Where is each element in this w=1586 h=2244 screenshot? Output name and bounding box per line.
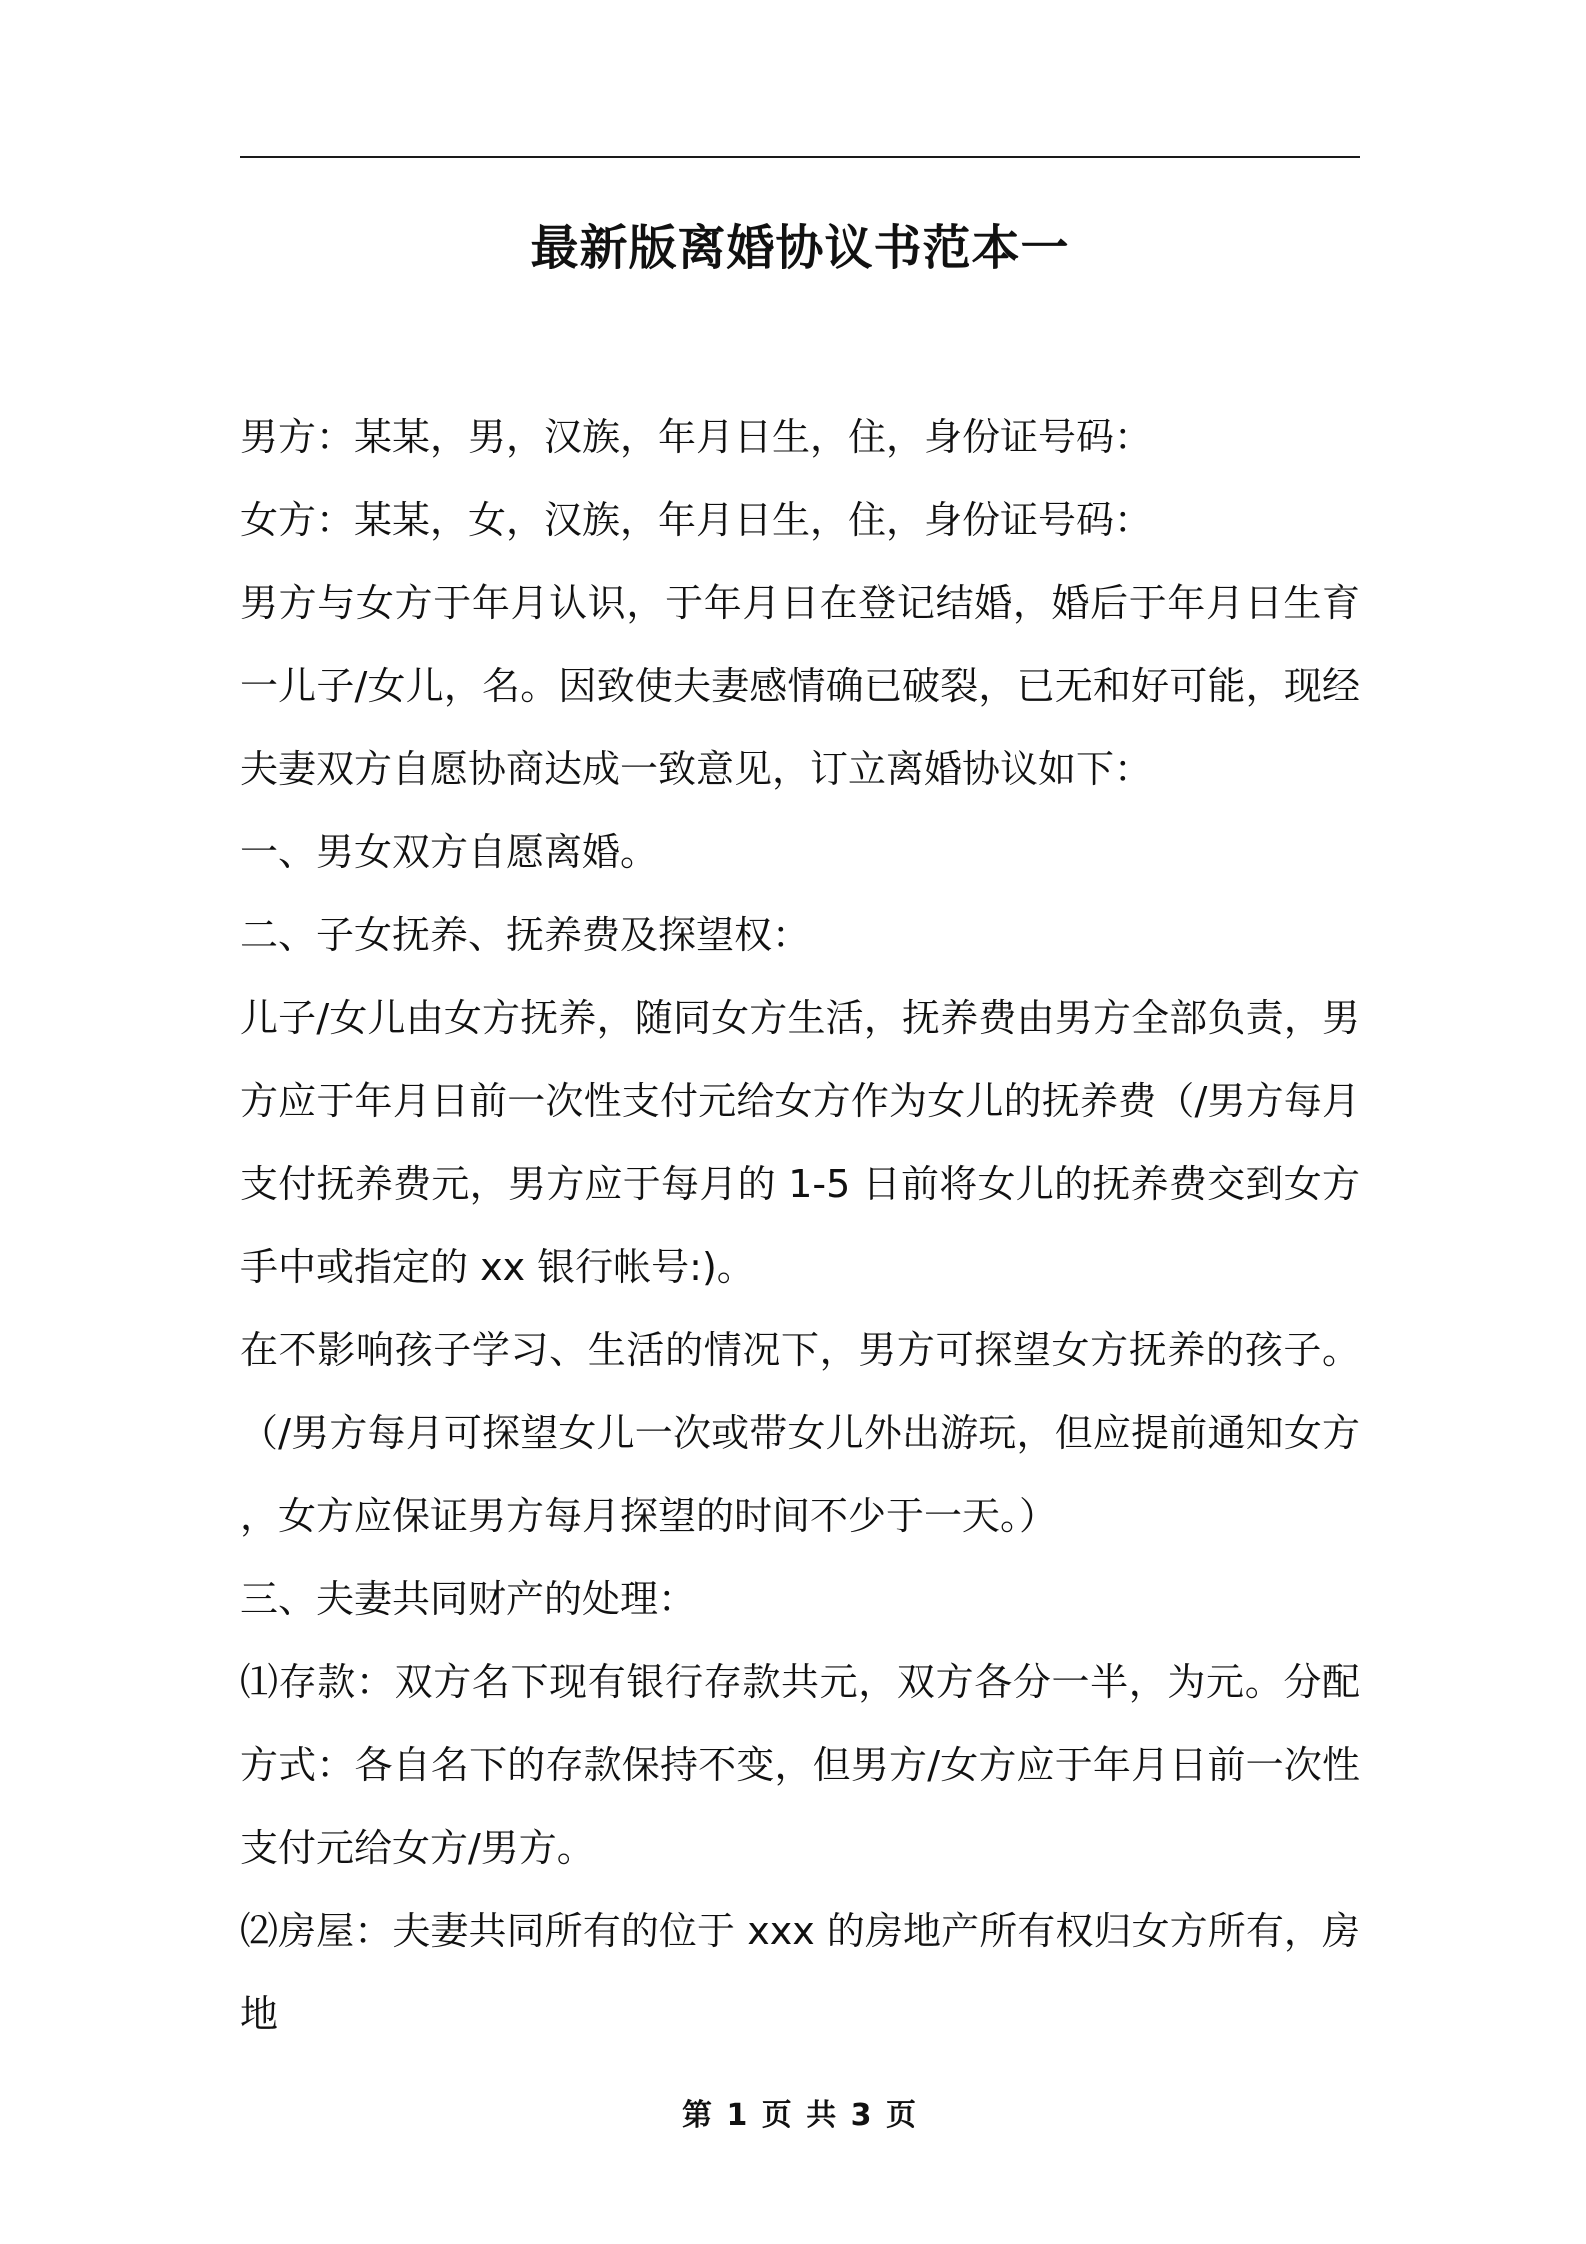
clause-2-heading: 二、子女抚养、抚养费及探望权： xyxy=(240,913,811,957)
clause-1-heading: 一、男女双方自愿离婚。 xyxy=(240,830,659,874)
header-rule xyxy=(240,156,1360,158)
paragraph-wife-info: 女方：某某，女，汉族，年月日生，住，身份证号码： xyxy=(240,498,1153,542)
clause-3-heading: 三、夫妻共同财产的处理： xyxy=(240,1577,697,1621)
paragraph-husband-info: 男方：某某，男，汉族，年月日生，住，身份证号码： xyxy=(240,415,1153,459)
document-body xyxy=(240,396,1360,2056)
page-number: 第 1 页 共 3 页 xyxy=(682,2098,918,2133)
paragraph-child-support: 儿子/女儿由女方抚养，随同女方生活，抚养费由男方全部负责，男方应于年月日前一次性支付元给女方作为女儿的抚养费（/男方每月支付抚养费元，男方应于每月的 1-5 日前将女儿的抚养费交到女方手中或指定的 xx 银行帐号:)。 xyxy=(240,996,1360,1289)
document-title: 最新版离婚协议书范本一 xyxy=(530,220,1070,276)
paragraph-housing: ⑵房屋：夫妻共同所有的位于 xxx 的房地产所有权归女方所有，房地 xyxy=(240,1909,1360,2036)
paragraph-savings: ⑴存款：双方名下现有银行存款共元，双方各分一半，为元。分配方式：各自名下的存款保持不变，但男方/女方应于年月日前一次性支付元给女方/男方。 xyxy=(240,1660,1360,1870)
paragraph-background: 男方与女方于年月认识，于年月日在登记结婚，婚后于年月日生育一儿子/女儿，名。因致使夫妻感情确已破裂，已无和好可能，现经夫妻双方自愿协商达成一致意见，订立离婚协议如下： xyxy=(240,581,1360,791)
paragraph-visitation: 在不影响孩子学习、生活的情况下，男方可探望女方抚养的孩子。（/男方每月可探望女儿一次或带女儿外出游玩，但应提前通知女方，女方应保证男方每月探望的时间不少于一天。） xyxy=(240,1328,1360,1538)
